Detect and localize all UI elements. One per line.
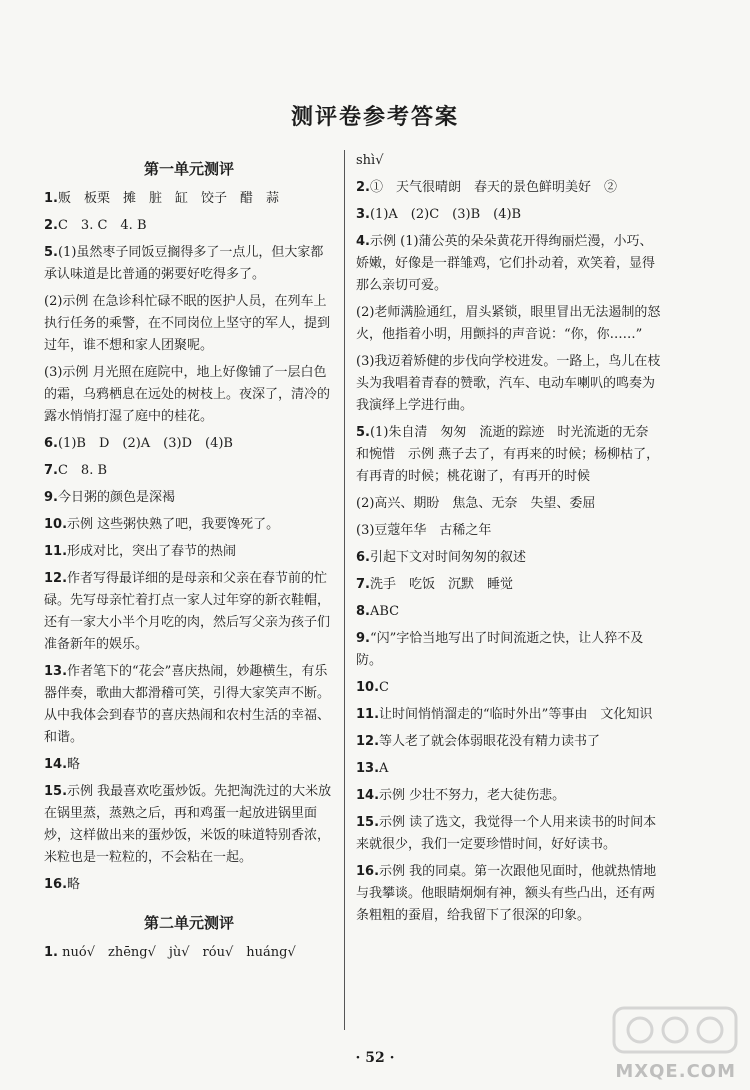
answer-number: 6. [44,436,58,451]
answer-number: 3. [356,207,370,222]
answer-number: 12. [356,734,380,749]
answer-number: 10. [44,517,68,532]
answer-number: 16. [44,877,68,892]
answer-text: 示例 读了选文，我觉得一个人用来读书的时间本来就很少，我们一定要珍惜时间，好好读书。 [356,815,657,852]
answer-text: 示例 少壮不努力，老大徒伤悲。 [379,788,566,803]
answer-item [44,188,334,210]
right-column [356,150,661,932]
watermark-text: MXQE.COM [615,1061,736,1082]
answer-text: (2)示例 在急诊科忙碌不眠的医护人员，在列车上执行任务的乘警，在不同岗位上坚守的军人，提到过年，谁不想和家人团聚呢。 [44,294,331,353]
answer-text: (1)朱自清 匆匆 流逝的踪迹 时光流逝的无奈和惋惜 示例 燕子去了，有再来的时候；杨柳枯了，有再青的时候；桃花谢了，有再开的时候 [356,425,660,484]
answer-text: (1)A (2)C (3)B (4)B [369,207,522,222]
answer-number: 4. [356,234,370,249]
answer-item [44,487,334,509]
answer-item [356,731,661,753]
answer-item [356,758,661,780]
answer-number: 16. [356,864,380,879]
answer-number: 2. [44,218,58,233]
answer-text: 略 [67,877,81,892]
answer-item [356,601,661,623]
answer-text: nuó√ zhēng√ jù√ róu√ huáng√ [62,945,296,960]
answer-text: 等人老了就会体弱眼花没有精力读书了 [379,734,601,749]
answer-item [356,493,661,515]
answer-text: A [379,761,389,776]
answer-number: 11. [44,544,68,559]
answer-text: (1)虽然枣子同饭豆搁得多了一点儿，但大家都承认味道是比普通的粥要好吃得多了。 [44,245,324,282]
answer-item [44,242,334,286]
answer-text: C 3. C 4. B [57,218,147,233]
answer-text: (3)豆蔻年华 古稀之年 [356,523,492,538]
answer-item [356,704,661,726]
answer-text: C 8. B [57,463,108,478]
answer-text: 作者写得最详细的是母亲和父亲在春节前的忙碌。先写母亲忙着打点一家人过年穿的新衣鞋帽，还有一家大小半个月吃的肉，然后写父亲为孩子们准备新年的娱乐。 [44,571,331,652]
answer-number: 15. [44,784,68,799]
answer-item [44,661,334,749]
answer-text: ① 天气很晴朗 春天的景色鲜明美好 ② [369,180,617,195]
answer-text: “闪”字恰当地写出了时间流逝之快，让人猝不及防。 [356,631,644,668]
section-title-unit-1: 第一单元测评 [143,160,234,178]
answer-item [356,150,661,172]
answer-text: 示例 我的同桌。第一次跟他见面时，他就热情地与我攀谈。他眼睛炯炯有神，额头有些凸出，还有两条粗粗的蚕眉，给我留下了很深的印象。 [356,864,657,923]
answer-item [356,177,661,199]
answer-number: 10. [356,680,380,695]
answer-item [356,861,661,927]
answer-text: 示例 我最喜欢吃蛋炒饭。先把淘洗过的大米放在锅里蒸，蒸熟之后，再和鸡蛋一起放进锅里面炒，这样做出来的蛋炒饭，米饭的味道特别香浓，米粒也是一粒粒的，不会粘在一起。 [44,784,332,865]
answer-text: 洗手 吃饭 沉默 睡觉 [369,577,513,592]
left-column [44,150,334,969]
answer-item [356,812,661,856]
answer-number: 6. [356,550,370,565]
answer-text: (2)高兴、期盼 焦急、无奈 失望、委屈 [356,496,596,511]
answer-item [356,785,661,807]
answer-item [356,231,661,297]
answer-text: 引起下文对时间匆匆的叙述 [369,550,526,565]
answer-number: 14. [44,757,68,772]
answer-text: 让时间悄悄溜走的“临时外出”等事由 文化知识 [379,707,653,722]
right-answer-list [356,150,661,927]
answer-item [44,514,334,536]
answer-text: 示例 (1)蒲公英的朵朵黄花开得绚丽烂漫，小巧、娇嫩，好像是一群雏鸡，它们扑动着，欢笑着，显得那么亲切可爱。 [356,234,656,293]
answer-item [44,781,334,869]
left-answer-list [44,188,334,896]
answer-text: 今日粥的颜色是深褐 [57,490,175,505]
answer-text: 示例 这些粥快熟了吧，我要馋死了。 [67,517,280,532]
answer-number: 14. [356,788,380,803]
answer-text: 形成对比，突出了春节的热闹 [67,544,237,559]
answer-item [356,628,661,672]
answer-item [356,302,661,346]
answer-text: (3)我迈着矫健的步伐向学校进发。一路上，鸟儿在枝头为我唱着青春的赞歌，汽车、电动车喇叭的鸣奏为我演绎上学进行曲。 [356,354,661,413]
answer-text: 作者笔下的“花会”喜庆热闹，妙趣横生，有乐器伴奏，歌曲大都滑稽可笑，引得大家笑声不断。从中我体会到春节的喜庆热闹和农村生活的幸福、和谐。 [44,664,331,745]
answer-text: shì√ [356,153,384,168]
section-title-unit-2: 第二单元测评 [143,914,234,932]
answer-item [44,215,334,237]
page-number: · 52 · [355,1050,395,1066]
answer-item [356,574,661,596]
answer-text: (1)B D (2)A (3)D (4)B [57,436,233,451]
answer-number: 8. [356,604,370,619]
answer-item [44,568,334,656]
column-divider [344,150,345,1030]
answer-number: 15. [356,815,380,830]
answer-number: 1. [44,191,58,206]
page-title: 测评卷参考答案 [290,105,459,130]
answer-number: 9. [44,490,58,505]
answer-text: ABC [369,604,400,619]
answer-item [44,942,334,964]
answer-number: 5. [44,245,58,260]
answer-item [44,754,334,776]
answer-item [356,677,661,699]
answer-item [356,547,661,569]
answer-item [356,422,661,488]
answer-item [44,460,334,482]
answer-text: (2)老师满脸通红，眉头紧锁，眼里冒出无法遏制的怒火，他指着小明，用颤抖的声音说：“你，你……” [356,305,661,342]
answer-number: 1. [44,945,58,960]
answer-number: 7. [356,577,370,592]
answer-number: 12. [44,571,68,586]
answer-text: C [379,680,389,695]
answer-text: (3)示例 月光照在庭院中，地上好像铺了一层白色的霜，乌鸦栖息在远处的树枝上。夜深了，清冷的露水悄悄打湿了庭中的桂花。 [44,365,331,424]
answer-item [356,204,661,226]
answer-number: 7. [44,463,58,478]
answer-item [44,362,334,428]
answer-number: 2. [356,180,370,195]
answer-number: 5. [356,425,370,440]
answer-item [44,433,334,455]
answer-number: 9. [356,631,370,646]
answer-item [44,541,334,563]
answer-number: 13. [356,761,380,776]
answer-item [356,351,661,417]
answer-number: 11. [356,707,380,722]
answer-text: 贩 板栗 摊 脏 缸 饺子 醋 蒜 [57,191,279,206]
answer-item [44,874,334,896]
answer-item [44,291,334,357]
answer-number: 13. [44,664,68,679]
answer-item [356,520,661,542]
answer-text: 略 [67,757,81,772]
